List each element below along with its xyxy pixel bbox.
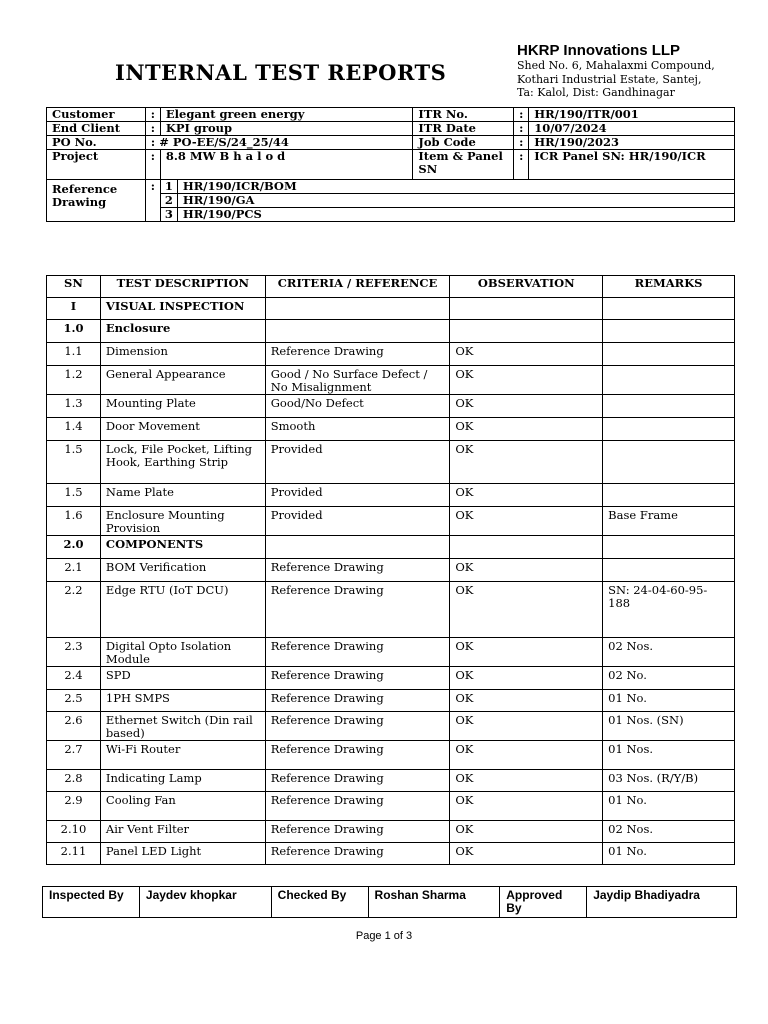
reference-drawing-label: Reference Drawing xyxy=(47,180,146,222)
row-sn: 2.0 xyxy=(47,536,101,559)
table-row xyxy=(47,320,735,343)
address-line: Shed No. 6, Mahalaxmi Compound, xyxy=(517,59,715,72)
address-line: Ta: Kalol, Dist: Gandhinagar xyxy=(517,86,675,99)
row-sn: 2.4 xyxy=(47,667,101,690)
row-remarks xyxy=(603,395,735,418)
row-observation: OK xyxy=(450,770,603,792)
row-observation: OK xyxy=(450,712,603,741)
row-criteria: Smooth xyxy=(265,418,450,441)
row-criteria xyxy=(265,298,450,320)
customer-label: Customer xyxy=(47,108,146,122)
row-test-description: Edge RTU (IoT DCU) xyxy=(100,582,265,638)
row-criteria: Reference Drawing xyxy=(265,582,450,638)
row-test-description: Panel LED Light xyxy=(100,843,265,865)
row-sn: 2.5 xyxy=(47,690,101,712)
project-value: 8.8 MW B h a l o d xyxy=(160,150,413,180)
row-test-description: COMPONENTS xyxy=(100,536,265,559)
row-remarks: 02 Nos. xyxy=(603,638,735,667)
row-observation: OK xyxy=(450,690,603,712)
table-row xyxy=(47,507,735,536)
row-sn: 2.7 xyxy=(47,741,101,770)
row-remarks: Base Frame xyxy=(603,507,735,536)
row-remarks xyxy=(603,484,735,507)
row-criteria: Reference Drawing xyxy=(265,667,450,690)
row-criteria: Provided xyxy=(265,484,450,507)
row-remarks xyxy=(603,418,735,441)
ref-number: 2 xyxy=(160,194,177,208)
row-criteria: Reference Drawing xyxy=(265,821,450,843)
table-row xyxy=(47,792,735,821)
approved-by-label: Approved By xyxy=(500,887,587,918)
column-header: TEST DESCRIPTION xyxy=(100,276,265,298)
company-name: HKRP Innovations LLP xyxy=(517,42,681,59)
row-sn: I xyxy=(47,298,101,320)
po-label: PO No. xyxy=(47,136,146,150)
table-row xyxy=(47,418,735,441)
address-line: Kothari Industrial Estate, Santej, xyxy=(517,72,702,86)
colon: : xyxy=(145,108,160,122)
row-criteria: Reference Drawing xyxy=(265,712,450,741)
report-title: INTERNAL TEST REPORTS xyxy=(115,60,447,85)
row-sn: 1.5 xyxy=(47,484,101,507)
row-observation xyxy=(450,320,603,343)
row-observation: OK xyxy=(450,638,603,667)
row-sn: 1.6 xyxy=(47,507,101,536)
row-observation: OK xyxy=(450,484,603,507)
table-row xyxy=(47,741,735,770)
table-row xyxy=(47,821,735,843)
inspected-by-label: Inspected By xyxy=(43,887,140,918)
page-number: Page 1 of 3 xyxy=(355,930,413,942)
signoff-table xyxy=(42,886,737,918)
column-header: CRITERIA / REFERENCE xyxy=(265,276,450,298)
item-label: Item & Panel SN xyxy=(413,150,514,180)
row-test-description: Cooling Fan xyxy=(100,792,265,821)
row-observation xyxy=(450,298,603,320)
row-observation: OK xyxy=(450,667,603,690)
row-sn: 1.4 xyxy=(47,418,101,441)
row-sn: 1.1 xyxy=(47,343,101,366)
item-value: ICR Panel SN: HR/190/ICR xyxy=(529,150,735,180)
row-remarks: 02 Nos. xyxy=(603,821,735,843)
checked-by-value: Roshan Sharma xyxy=(368,887,500,918)
row-sn: 2.3 xyxy=(47,638,101,667)
approved-by-value: Jaydip Bhadiyadra xyxy=(587,887,737,918)
ref-drawing: HR/190/PCS xyxy=(177,208,734,222)
row-remarks: SN: 24-04-60-95-188 xyxy=(603,582,735,638)
row-test-description: VISUAL INSPECTION xyxy=(100,298,265,320)
row-test-description: Lock, File Pocket, Lifting Hook, Earthing Strip xyxy=(100,441,265,484)
row-remarks xyxy=(603,559,735,582)
row-test-description: Enclosure Mounting Provision xyxy=(100,507,265,536)
row-observation: OK xyxy=(450,821,603,843)
row-test-description: Mounting Plate xyxy=(100,395,265,418)
ref-drawing: HR/190/GA xyxy=(177,194,734,208)
row-observation: OK xyxy=(450,441,603,484)
row-test-description: Ethernet Switch (Din rail based) xyxy=(100,712,265,741)
row-criteria: Good / No Surface Defect / No Misalignment xyxy=(265,366,450,395)
row-criteria: Provided xyxy=(265,441,450,484)
row-criteria: Reference Drawing xyxy=(265,638,450,667)
colon: : xyxy=(514,122,529,136)
row-remarks xyxy=(603,441,735,484)
row-remarks xyxy=(603,343,735,366)
po-number: # PO-EE/S/24_25/44 xyxy=(159,135,289,149)
row-criteria xyxy=(265,536,450,559)
row-criteria: Reference Drawing xyxy=(265,770,450,792)
table-row xyxy=(47,638,735,667)
test-table xyxy=(46,275,735,865)
row-sn: 1.3 xyxy=(47,395,101,418)
row-observation: OK xyxy=(450,741,603,770)
row-observation: OK xyxy=(450,418,603,441)
project-label: Project xyxy=(47,150,146,180)
row-test-description: Door Movement xyxy=(100,418,265,441)
column-header: REMARKS xyxy=(603,276,735,298)
row-criteria: Provided xyxy=(265,507,450,536)
table-row xyxy=(47,559,735,582)
table-row xyxy=(47,536,735,559)
itr-date-label: ITR Date xyxy=(413,122,514,136)
end-client-value: KPI group xyxy=(160,122,413,136)
colon: : xyxy=(514,136,529,150)
table-row xyxy=(47,395,735,418)
colon: : xyxy=(150,135,156,149)
row-sn: 2.10 xyxy=(47,821,101,843)
itr-no-label: ITR No. xyxy=(413,108,514,122)
row-criteria: Reference Drawing xyxy=(265,843,450,865)
table-row xyxy=(47,690,735,712)
table-row xyxy=(47,484,735,507)
table-row xyxy=(47,298,735,320)
row-criteria: Reference Drawing xyxy=(265,559,450,582)
row-test-description: BOM Verification xyxy=(100,559,265,582)
row-sn: 2.1 xyxy=(47,559,101,582)
row-criteria xyxy=(265,320,450,343)
row-sn: 1.2 xyxy=(47,366,101,395)
itr-date-value: 10/07/2024 xyxy=(529,122,735,136)
row-observation: OK xyxy=(450,559,603,582)
column-header: SN xyxy=(47,276,101,298)
row-criteria: Reference Drawing xyxy=(265,792,450,821)
row-observation: OK xyxy=(450,582,603,638)
row-test-description: General Appearance xyxy=(100,366,265,395)
row-observation: OK xyxy=(450,395,603,418)
table-row xyxy=(47,343,735,366)
row-remarks: 01 No. xyxy=(603,843,735,865)
row-observation xyxy=(450,536,603,559)
row-test-description: SPD xyxy=(100,667,265,690)
colon: : xyxy=(145,150,160,180)
row-criteria: Good/No Defect xyxy=(265,395,450,418)
end-client-label: End Client xyxy=(47,122,146,136)
row-criteria: Reference Drawing xyxy=(265,343,450,366)
itr-no-value: HR/190/ITR/001 xyxy=(529,108,735,122)
customer-value: Elegant green energy xyxy=(160,108,413,122)
ref-number: 1 xyxy=(160,180,177,194)
row-observation: OK xyxy=(450,343,603,366)
row-sn: 2.11 xyxy=(47,843,101,865)
row-test-description: Enclosure xyxy=(100,320,265,343)
row-sn: 2.6 xyxy=(47,712,101,741)
row-remarks: 03 Nos. (R/Y/B) xyxy=(603,770,735,792)
row-test-description: Wi-Fi Router xyxy=(100,741,265,770)
row-sn: 1.5 xyxy=(47,441,101,484)
job-code-value: HR/190/2023 xyxy=(529,136,735,150)
table-row xyxy=(47,366,735,395)
table-row xyxy=(47,770,735,792)
row-sn: 2.8 xyxy=(47,770,101,792)
row-sn: 1.0 xyxy=(47,320,101,343)
row-observation: OK xyxy=(450,366,603,395)
row-test-description: 1PH SMPS xyxy=(100,690,265,712)
row-remarks: 01 No. xyxy=(603,792,735,821)
row-criteria: Reference Drawing xyxy=(265,741,450,770)
row-test-description: Digital Opto Isolation Module xyxy=(100,638,265,667)
colon: : xyxy=(145,122,160,136)
job-code-label: Job Code xyxy=(413,136,514,150)
row-remarks: 01 Nos. (SN) xyxy=(603,712,735,741)
row-test-description: Air Vent Filter xyxy=(100,821,265,843)
row-remarks xyxy=(603,366,735,395)
ref-drawing: HR/190/ICR/BOM xyxy=(177,180,734,194)
row-observation: OK xyxy=(450,507,603,536)
report-header-table xyxy=(46,107,735,222)
row-remarks xyxy=(603,536,735,559)
row-test-description: Indicating Lamp xyxy=(100,770,265,792)
colon: : xyxy=(514,108,529,122)
row-remarks xyxy=(603,298,735,320)
row-remarks xyxy=(603,320,735,343)
table-row xyxy=(47,667,735,690)
row-test-description: Dimension xyxy=(100,343,265,366)
checked-by-label: Checked By xyxy=(271,887,368,918)
column-header: OBSERVATION xyxy=(450,276,603,298)
row-remarks: 02 No. xyxy=(603,667,735,690)
ref-number: 3 xyxy=(160,208,177,222)
row-criteria: Reference Drawing xyxy=(265,690,450,712)
row-remarks: 01 No. xyxy=(603,690,735,712)
table-row xyxy=(47,582,735,638)
table-row xyxy=(47,843,735,865)
table-row xyxy=(47,441,735,484)
inspected-by-value: Jaydev khopkar xyxy=(139,887,271,918)
row-observation: OK xyxy=(450,792,603,821)
po-value xyxy=(145,136,413,150)
row-remarks: 01 Nos. xyxy=(603,741,735,770)
company-address xyxy=(517,59,757,100)
colon: : xyxy=(514,150,529,180)
row-sn: 2.9 xyxy=(47,792,101,821)
row-sn: 2.2 xyxy=(47,582,101,638)
row-observation: OK xyxy=(450,843,603,865)
row-test-description: Name Plate xyxy=(100,484,265,507)
colon: : xyxy=(145,180,160,222)
table-row xyxy=(47,712,735,741)
